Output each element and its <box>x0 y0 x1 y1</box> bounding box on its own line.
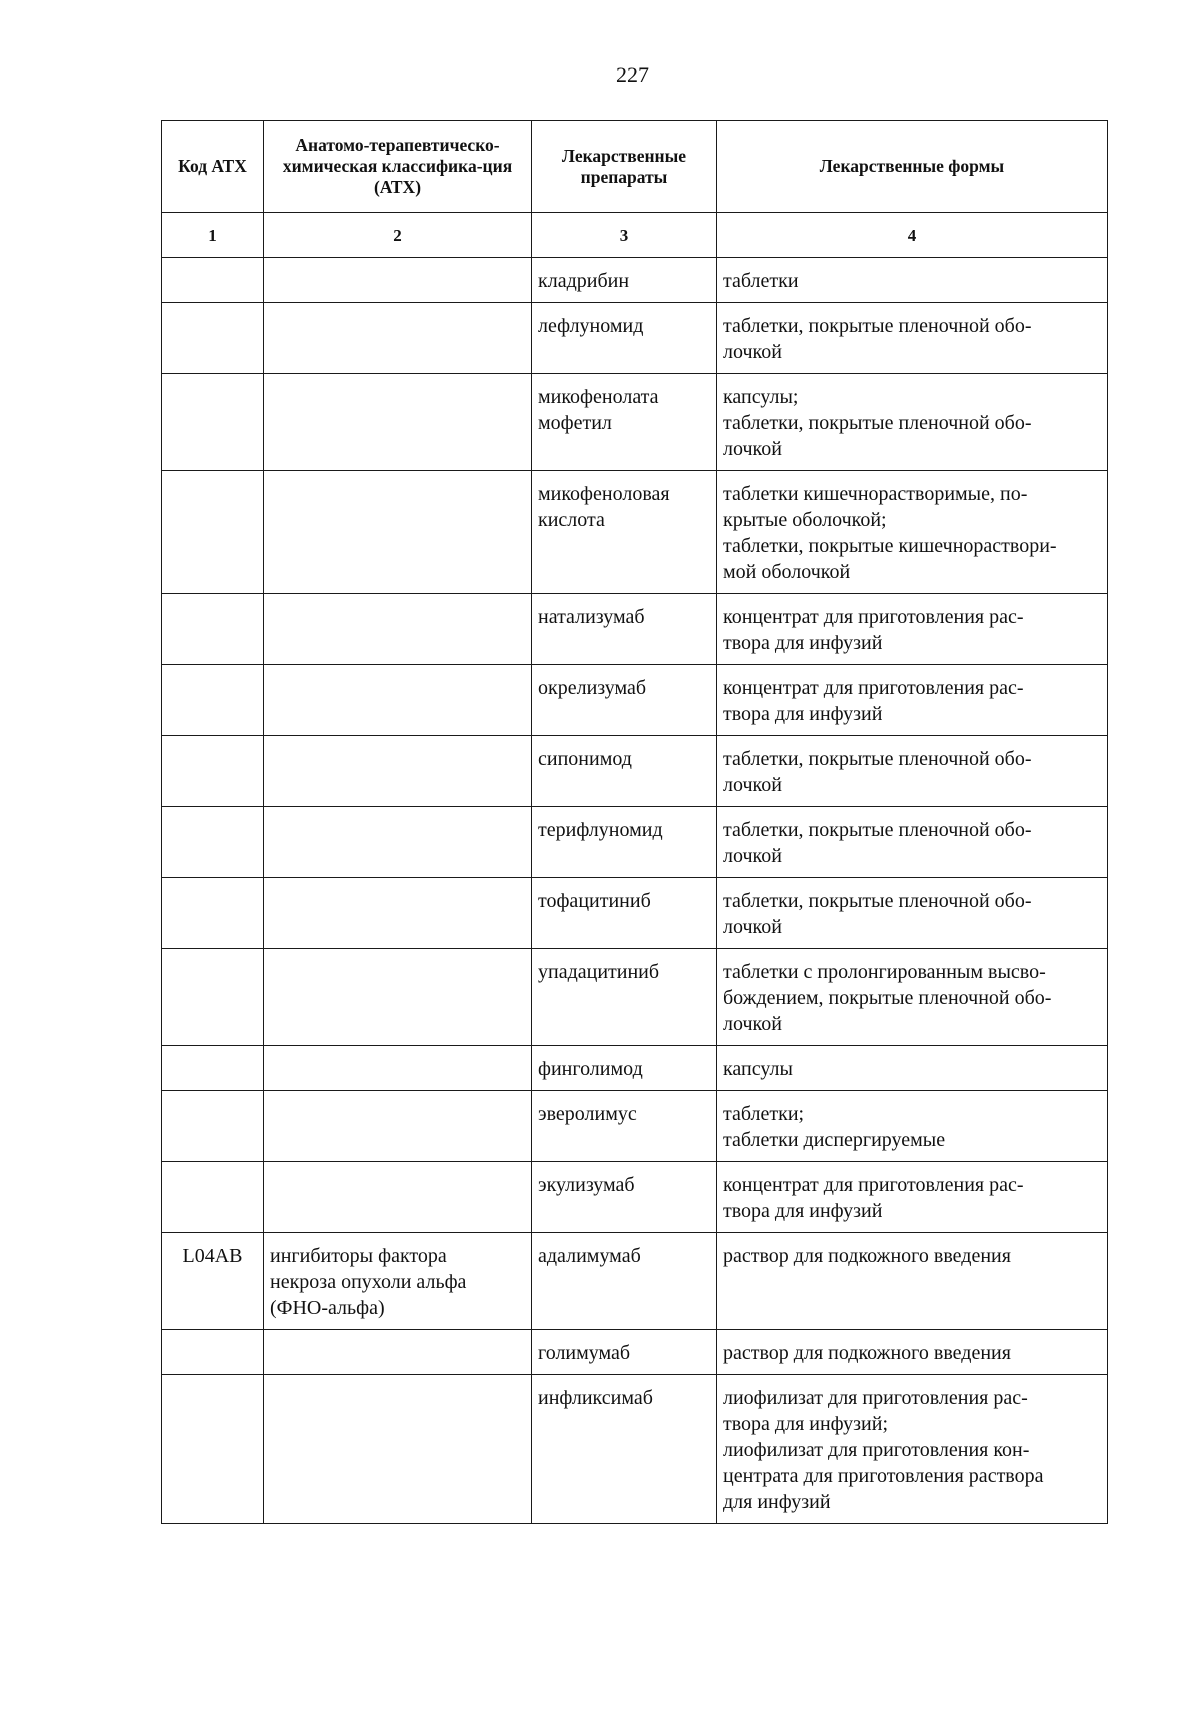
drug-name-cell-text: микофенолата мофетил <box>538 386 659 434</box>
drug-name-cell <box>532 1162 717 1233</box>
atc-code-cell <box>162 303 264 374</box>
atc-code-cell <box>162 1091 264 1162</box>
dosage-forms-cell-text: таблетки, покрытые пленочной обо- лочкой <box>723 890 1032 938</box>
atc-code-cell <box>162 878 264 949</box>
table-row <box>162 1162 1108 1233</box>
classification-cell <box>264 258 532 303</box>
table-row <box>162 258 1108 303</box>
drug-name-cell-text: натализумаб <box>538 606 645 628</box>
atc-code-cell <box>162 1233 264 1330</box>
dosage-forms-cell-text: раствор для подкожного введения <box>723 1342 1011 1364</box>
dosage-forms-cell <box>717 1233 1108 1330</box>
classification-cell <box>264 949 532 1046</box>
drug-name-cell-text: инфликсимаб <box>538 1387 653 1409</box>
header-atc-classification: Анатомо-терапевтическо-химическая классифика-ция (АТХ) <box>264 121 532 213</box>
dosage-forms-cell-text: таблетки кишечнорастворимые, по- крытые оболочкой; таблетки, покрытые кишечнораствори- мой оболочкой <box>723 483 1057 583</box>
atc-code-cell <box>162 471 264 594</box>
drug-name-cell <box>532 1046 717 1091</box>
drug-name-cell <box>532 949 717 1046</box>
table-row <box>162 1233 1108 1330</box>
atc-code-cell <box>162 807 264 878</box>
drug-name-cell-text: кладрибин <box>538 270 630 292</box>
table-body <box>162 258 1108 1524</box>
column-number: 4 <box>717 213 1108 258</box>
dosage-forms-cell <box>717 1046 1108 1091</box>
classification-cell <box>264 1330 532 1375</box>
dosage-forms-cell <box>717 258 1108 303</box>
classification-cell <box>264 471 532 594</box>
table-row <box>162 1046 1108 1091</box>
drug-name-cell <box>532 374 717 471</box>
atc-code-cell-text: L04AB <box>182 1245 243 1267</box>
table-row <box>162 1091 1108 1162</box>
drug-name-cell <box>532 594 717 665</box>
table-row <box>162 1375 1108 1524</box>
drug-name-cell <box>532 878 717 949</box>
drug-name-cell-text: окрелизумаб <box>538 677 647 699</box>
drug-name-cell <box>532 471 717 594</box>
dosage-forms-cell-text: таблетки, покрытые пленочной обо- лочкой <box>723 315 1032 363</box>
classification-cell <box>264 1233 532 1330</box>
drug-name-cell-text: адалимумаб <box>538 1245 641 1267</box>
classification-cell <box>264 1162 532 1233</box>
table-row <box>162 736 1108 807</box>
atc-drug-table <box>161 120 1108 1524</box>
dosage-forms-cell-text: концентрат для приготовления рас- твора для инфузий <box>723 677 1024 725</box>
dosage-forms-cell-text: капсулы <box>723 1058 793 1080</box>
dosage-forms-cell <box>717 471 1108 594</box>
atc-code-cell <box>162 258 264 303</box>
atc-code-cell <box>162 949 264 1046</box>
table-row <box>162 374 1108 471</box>
drug-name-cell-text: эверолимус <box>538 1103 637 1125</box>
table-row <box>162 303 1108 374</box>
drug-name-cell <box>532 807 717 878</box>
dosage-forms-cell <box>717 303 1108 374</box>
atc-code-cell <box>162 1162 264 1233</box>
drug-name-cell <box>532 1091 717 1162</box>
drug-name-cell-text: голимумаб <box>538 1342 631 1364</box>
drug-name-cell <box>532 303 717 374</box>
drug-name-cell-text: упадацитиниб <box>538 961 660 983</box>
dosage-forms-cell-text: таблетки, покрытые пленочной обо- лочкой <box>723 819 1032 867</box>
atc-code-cell <box>162 665 264 736</box>
classification-cell <box>264 374 532 471</box>
table-row <box>162 878 1108 949</box>
classification-cell <box>264 878 532 949</box>
atc-code-cell <box>162 1046 264 1091</box>
table-header-row <box>162 121 1108 213</box>
dosage-forms-cell <box>717 665 1108 736</box>
atc-code-cell <box>162 594 264 665</box>
dosage-forms-cell <box>717 949 1108 1046</box>
classification-cell <box>264 807 532 878</box>
dosage-forms-cell-text: концентрат для приготовления рас- твора для инфузий <box>723 606 1024 654</box>
drug-name-cell-text: тофацитиниб <box>538 890 651 912</box>
header-atc-code: Код АТХ <box>162 121 264 213</box>
classification-cell <box>264 1091 532 1162</box>
dosage-forms-cell <box>717 807 1108 878</box>
dosage-forms-cell <box>717 594 1108 665</box>
drug-name-cell <box>532 665 717 736</box>
atc-code-cell <box>162 1330 264 1375</box>
drug-name-cell <box>532 1233 717 1330</box>
table-row <box>162 665 1108 736</box>
column-number: 3 <box>532 213 717 258</box>
drug-name-cell-text: терифлуномид <box>538 819 663 841</box>
classification-cell <box>264 736 532 807</box>
classification-cell-text: ингибиторы фактора некроза опухоли альфа (ФНО-альфа) <box>270 1245 467 1319</box>
drug-name-cell-text: финголимод <box>538 1058 643 1080</box>
classification-cell <box>264 303 532 374</box>
column-number-row <box>162 213 1108 258</box>
column-number: 1 <box>162 213 264 258</box>
atc-code-cell <box>162 1375 264 1524</box>
header-drugs: Лекарственные препараты <box>532 121 717 213</box>
dosage-forms-cell <box>717 878 1108 949</box>
drug-name-cell-text: микофеноловая кислота <box>538 483 670 531</box>
atc-code-cell <box>162 374 264 471</box>
drug-name-cell <box>532 736 717 807</box>
dosage-forms-cell-text: лиофилизат для приготовления рас- твора для инфузий; лиофилизат для приготовления кон- центрата для приготовления раствора для инфузий <box>723 1387 1044 1513</box>
header-dosage-forms: Лекарственные формы <box>717 121 1108 213</box>
classification-cell <box>264 665 532 736</box>
table-row <box>162 807 1108 878</box>
dosage-forms-cell-text: таблетки; таблетки диспергируемые <box>723 1103 946 1151</box>
atc-code-cell <box>162 736 264 807</box>
dosage-forms-cell <box>717 1330 1108 1375</box>
dosage-forms-cell <box>717 1375 1108 1524</box>
table-row <box>162 1330 1108 1375</box>
classification-cell <box>264 1375 532 1524</box>
dosage-forms-cell <box>717 374 1108 471</box>
classification-cell <box>264 1046 532 1091</box>
table-row <box>162 594 1108 665</box>
drug-name-cell <box>532 1375 717 1524</box>
dosage-forms-cell <box>717 1091 1108 1162</box>
dosage-forms-cell <box>717 736 1108 807</box>
drug-name-cell <box>532 258 717 303</box>
column-number: 2 <box>264 213 532 258</box>
dosage-forms-cell <box>717 1162 1108 1233</box>
page-number: 227 <box>616 62 649 87</box>
drug-name-cell-text: экулизумаб <box>538 1174 635 1196</box>
drug-name-cell-text: сипонимод <box>538 748 632 770</box>
dosage-forms-cell-text: таблетки <box>723 270 799 292</box>
dosage-forms-cell-text: концентрат для приготовления рас- твора для инфузий <box>723 1174 1024 1222</box>
dosage-forms-cell-text: таблетки, покрытые пленочной обо- лочкой <box>723 748 1032 796</box>
classification-cell <box>264 594 532 665</box>
table-row <box>162 471 1108 594</box>
dosage-forms-cell-text: капсулы; таблетки, покрытые пленочной обо- лочкой <box>723 386 1032 460</box>
drug-name-cell <box>532 1330 717 1375</box>
drug-name-cell-text: лефлуномид <box>538 315 644 337</box>
dosage-forms-cell-text: таблетки с пролонгированным высво- бождением, покрытые пленочной обо- лочкой <box>723 961 1052 1035</box>
table-row <box>162 949 1108 1046</box>
dosage-forms-cell-text: раствор для подкожного введения <box>723 1245 1011 1267</box>
